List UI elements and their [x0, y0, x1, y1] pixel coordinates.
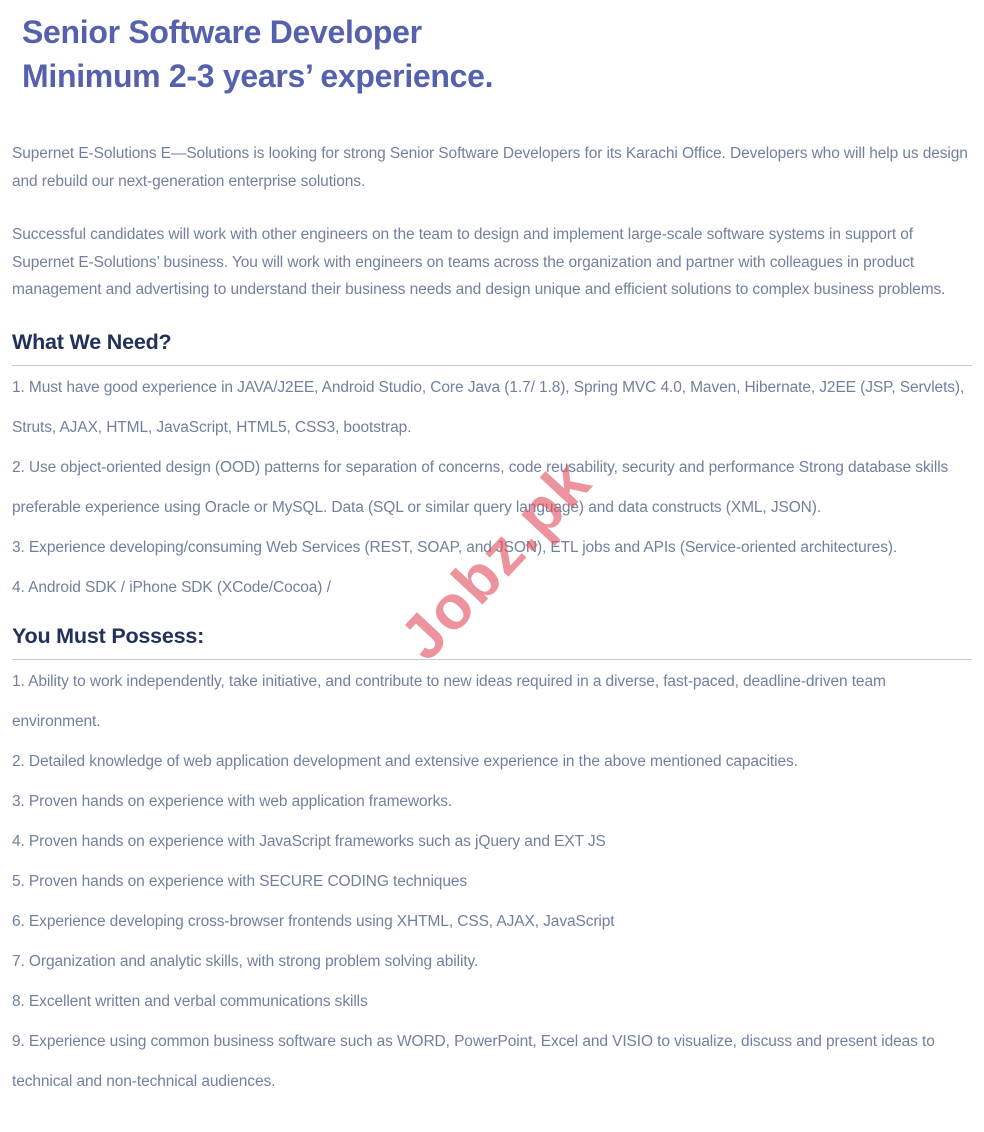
page-title-line1: Senior Software Developer [22, 14, 422, 50]
list-item: 4. Proven hands on experience with JavaScript frameworks such as jQuery and EXT JS [12, 832, 606, 850]
page-title [12, 8, 972, 98]
list-item: 6. Experience developing cross-browser frontends using XHTML, CSS, AJAX, JavaScript [12, 912, 615, 930]
list-item: 3. Proven hands on experience with web application frameworks. [12, 792, 453, 810]
what-we-need-list [12, 368, 972, 608]
section-heading-you-must-possess: You Must Possess: [12, 623, 205, 648]
you-must-possess-list [12, 662, 972, 1102]
section-divider [12, 659, 972, 660]
intro-block [12, 140, 972, 304]
list-item: 2. Use object-oriented design (OOD) patterns for separation of concerns, code reusability, security and performance Strong database skills preferable experience using Oracle or MySQL. Data (SQL or similar query language) and data constructs (XML, JSON). [12, 458, 949, 516]
list-item: 1. Must have good experience in JAVA/J2EE, Android Studio, Core Java (1.7/ 1.8), Spring MVC 4.0, Maven, Hibernate, J2EE (JSP, Servlets), Struts, AJAX, HTML, JavaScript, HTML5, CSS3, bootstrap. [12, 378, 965, 436]
page-title-line2: Minimum 2-3 years’ experience. [22, 58, 494, 94]
list-item: 2. Detailed knowledge of web application development and extensive experience in the above mentioned capacities. [12, 752, 798, 770]
list-item: 5. Proven hands on experience with SECURE CODING techniques [12, 872, 468, 890]
list-item: 4. Android SDK / iPhone SDK (XCode/Cocoa) / [12, 578, 331, 596]
list-item: 8. Excellent written and verbal communications skills [12, 992, 368, 1010]
intro-paragraph: Successful candidates will work with other engineers on the team to design and implement large-scale software systems in support of Supernet E-Solutions’ business. You will work with engineers on teams across the organization and partner with colleagues in product management and advertising to understand their business needs and design unique and efficient solutions to complex business problems. [12, 226, 946, 298]
intro-paragraph: Supernet E-Solutions E—Solutions is looking for strong Senior Software Developers for its Karachi Office. Developers who will help us design and rebuild our next-generation enterprise solutions. [12, 145, 968, 190]
list-item: 3. Experience developing/consuming Web Services (REST, SOAP, and JSON), ETL jobs and APIs (Service-oriented architectures). [12, 538, 898, 556]
list-item: 9. Experience using common business software such as WORD, PowerPoint, Excel and VISIO to visualize, discuss and present ideas to technical and non-technical audiences. [12, 1032, 935, 1090]
section-heading-what-we-need: What We Need? [12, 329, 172, 354]
list-item: 1. Ability to work independently, take initiative, and contribute to new ideas required in a diverse, fast-paced, deadline-driven team environment. [12, 672, 886, 730]
jobz-pk-watermark: Jobz.pk [387, 446, 605, 674]
section-divider [12, 365, 972, 366]
list-item: 7. Organization and analytic skills, with strong problem solving ability. [12, 952, 479, 970]
